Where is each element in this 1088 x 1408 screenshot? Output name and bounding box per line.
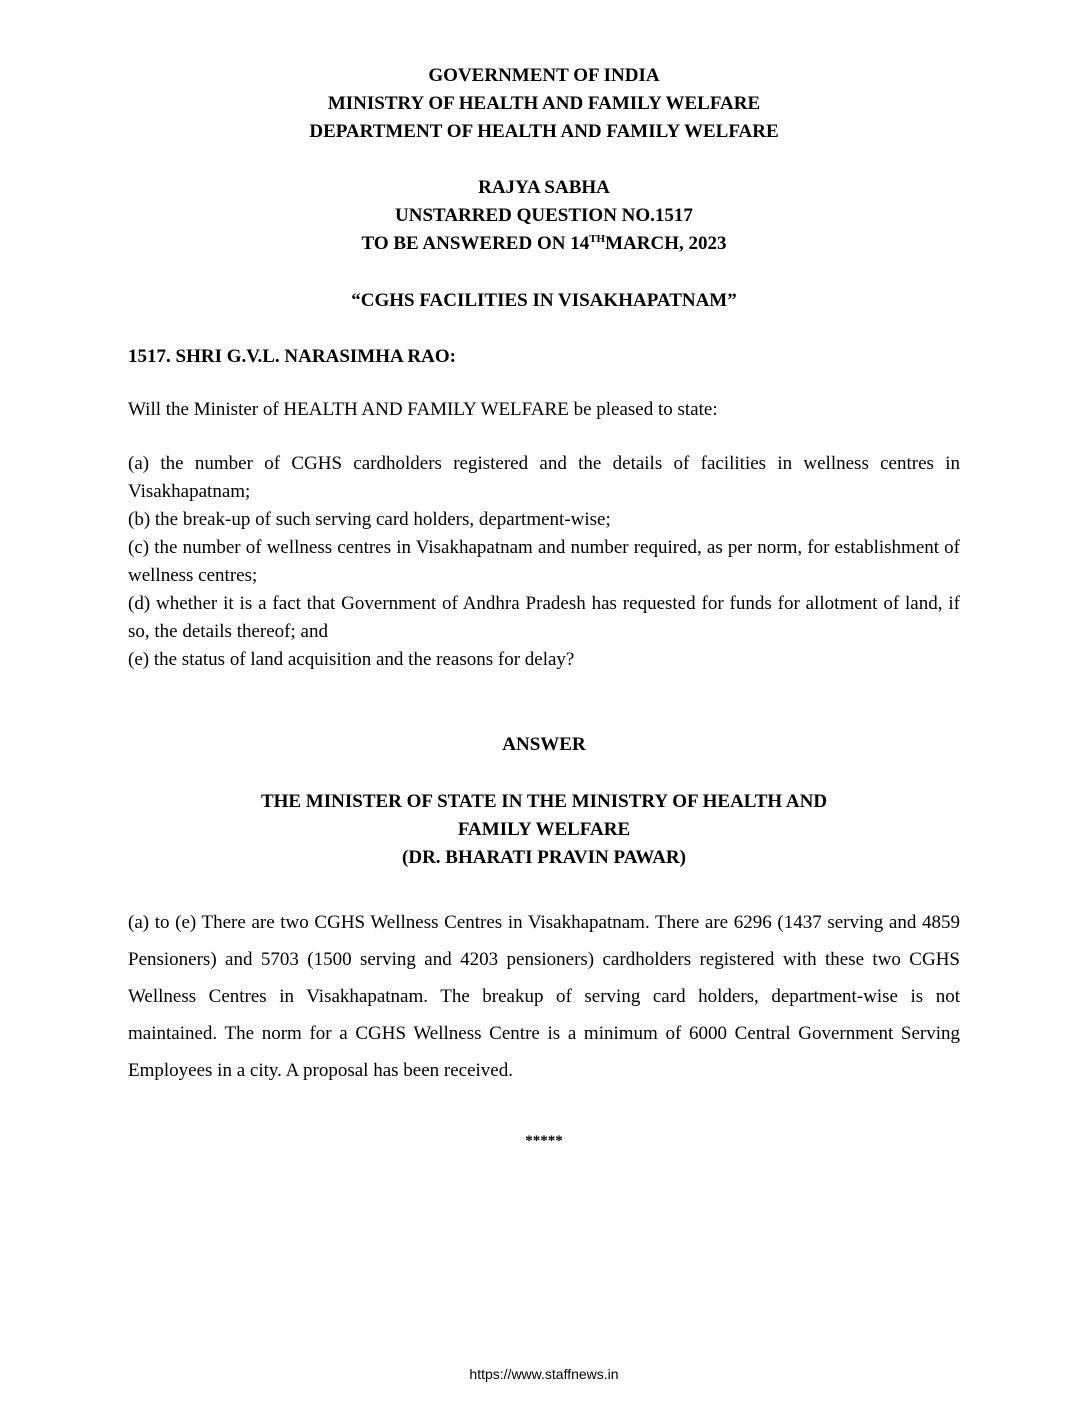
minister-name: (DR. BHARATI PRAVIN PAWAR) xyxy=(402,847,686,868)
minister-title: THE MINISTER OF STATE IN THE MINISTRY OF HEALTH AND xyxy=(260,791,828,812)
question-subject: “CGHS FACILITIES IN VISAKHAPATNAM” xyxy=(351,290,737,311)
house-name: RAJYA SABHA xyxy=(478,177,610,198)
answer-text: (a) to (e) There are two CGHS Wellness Centres in Visakhapatnam. There are 6296 (1437 serving and 4859 Pensioners) and 5703 (1500 serving and 4203 pensioners) cardholders registered with these two CGHS Wellness Centres in Visakhapatnam. The breakup of serving card holders, department-wise is not maintained. The norm for a CGHS Wellness Centre is a minimum of 6000 Central Government Serving Employees in a city. A proposal has been received. xyxy=(128,912,960,1081)
question-list xyxy=(128,450,960,674)
end-marker: ***** xyxy=(525,1133,563,1149)
answer-date: TO BE ANSWERED ON 14THMARCH, 2023 xyxy=(361,233,727,254)
minister-title-cont: FAMILY WELFARE xyxy=(457,819,631,840)
header-department: DEPARTMENT OF HEALTH AND FAMILY WELFARE xyxy=(309,121,779,142)
question-item-d: (d) whether it is a fact that Government of Andhra Pradesh has requested for funds for allotment of land, if so, the details thereof; and xyxy=(128,593,960,642)
question-asker: 1517. SHRI G.V.L. NARASIMHA RAO: xyxy=(128,346,456,367)
question-item-b: (b) the break-up of such serving card holders, department-wise; xyxy=(128,509,611,530)
minister-block xyxy=(128,788,960,872)
answer-heading: ANSWER xyxy=(502,734,586,755)
question-intro: Will the Minister of HEALTH AND FAMILY WELFARE be pleased to state: xyxy=(128,399,718,420)
header-government: GOVERNMENT OF INDIA xyxy=(428,65,660,86)
question-number: UNSTARRED QUESTION NO.1517 xyxy=(395,205,693,226)
question-item-e: (e) the status of land acquisition and the reasons for delay? xyxy=(128,649,575,670)
document-header xyxy=(128,62,960,146)
header-ministry: MINISTRY OF HEALTH AND FAMILY WELFARE xyxy=(327,93,761,114)
question-item-c: (c) the number of wellness centres in Visakhapatnam and number required, as per norm, for establishment of wellness centres; xyxy=(128,537,960,586)
question-info xyxy=(128,174,960,258)
footer-url: https://www.staffnews.in xyxy=(469,1366,619,1382)
question-item-a: (a) the number of CGHS cardholders registered and the details of facilities in wellness centres in Visakhapatnam; xyxy=(128,453,960,502)
